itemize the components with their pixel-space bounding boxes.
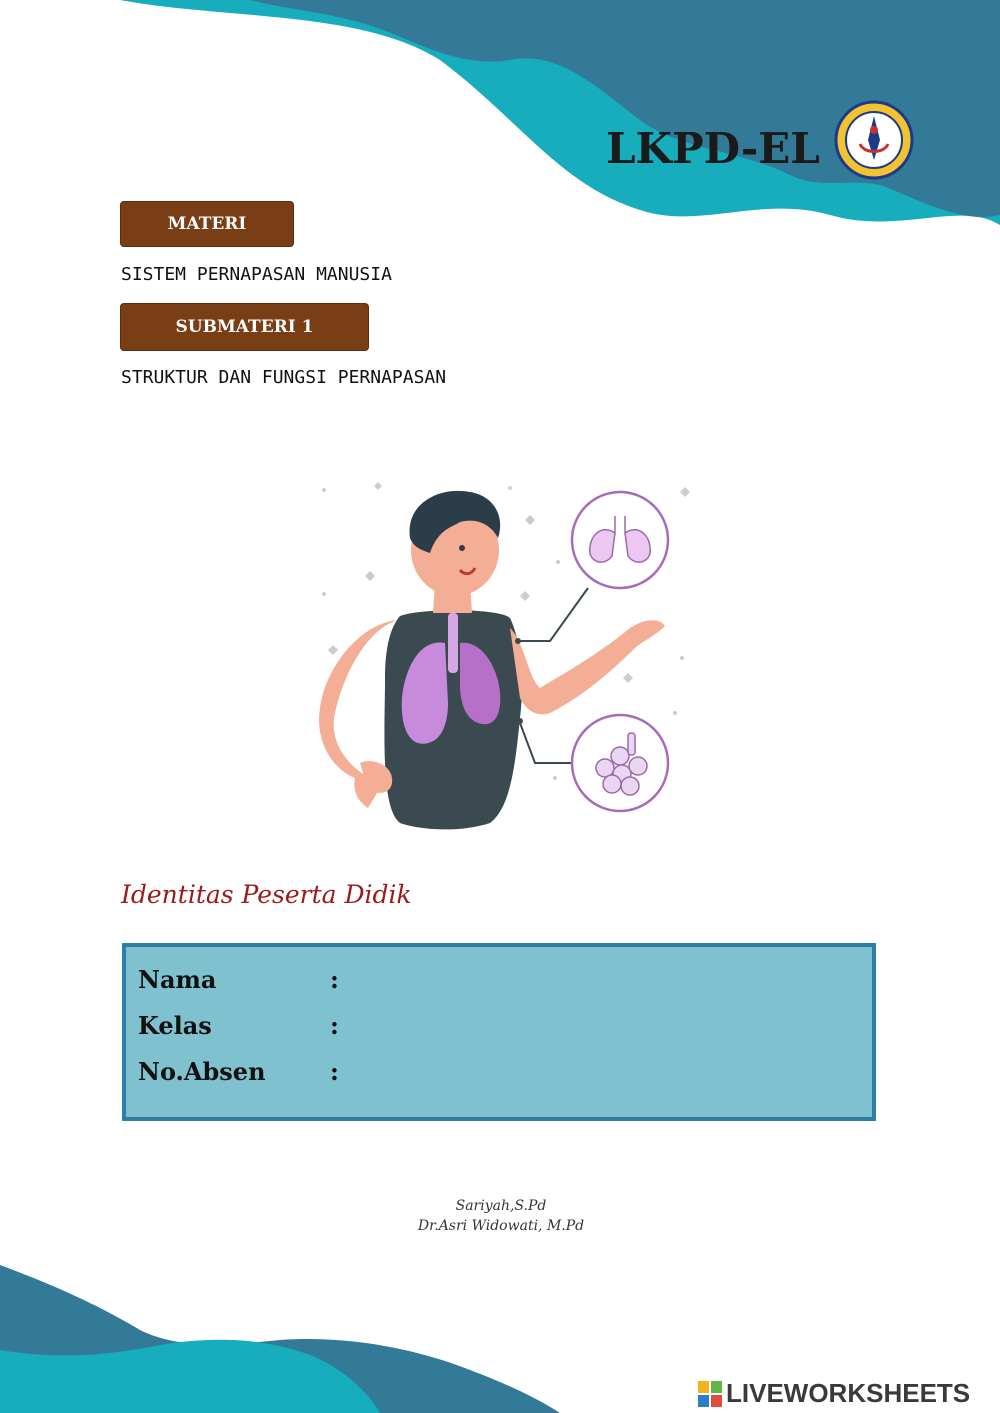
liveworksheets-watermark: [698, 1378, 970, 1409]
liveworksheets-text: LIVEWORKSHEETS: [726, 1378, 971, 1408]
submateri-value: STRUKTUR DAN FUNGSI PERNAPASAN: [121, 367, 447, 388]
respiratory-illustration-icon: [310, 478, 700, 833]
submateri-label: SUBMATERI 1: [121, 304, 368, 350]
university-seal-icon: [834, 100, 914, 180]
author-2: Dr.Asri Widowati, M.Pd: [417, 1218, 585, 1234]
field-label: Nama: [138, 965, 217, 994]
field-kelas[interactable]: [138, 1011, 339, 1040]
field-colon: :: [330, 965, 339, 994]
author-1: Sariyah,S.Pd: [455, 1198, 547, 1214]
materi-value: SISTEM PERNAPASAN MANUSIA: [121, 264, 392, 285]
field-nama[interactable]: [138, 965, 339, 994]
field-label: No.Absen: [138, 1057, 266, 1086]
field-no-absen[interactable]: [138, 1057, 339, 1086]
authors: [0, 1196, 1000, 1236]
liveworksheets-logo-icon: [698, 1381, 722, 1407]
identity-box: [122, 943, 876, 1121]
field-colon: :: [330, 1011, 339, 1040]
field-label: Kelas: [138, 1011, 212, 1040]
field-colon: :: [330, 1057, 339, 1086]
identity-title: Identitas Peserta Didik: [121, 880, 412, 909]
materi-label: MATERI: [121, 202, 293, 246]
brand-title: LKPD-EL: [606, 124, 820, 173]
